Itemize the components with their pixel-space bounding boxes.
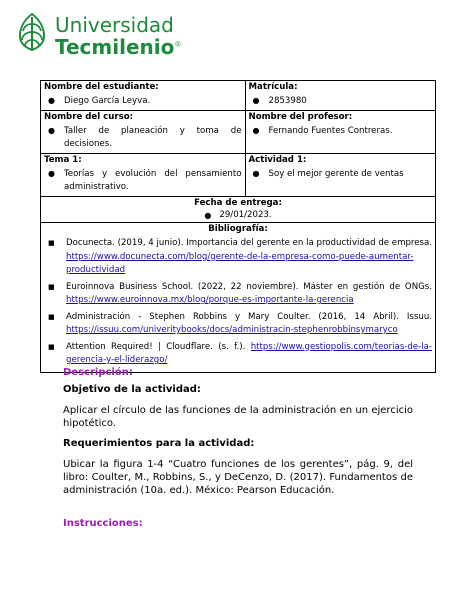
bib-item [44,311,432,338]
bullet-icon: ● [48,169,55,178]
matricula-cell [245,81,436,111]
fecha-value: 29/01/2023. [219,210,272,220]
objetivo-heading: Objetivo de la actividad: [63,384,201,395]
bullet-icon: ● [48,126,55,135]
bib-link[interactable]: https://www.euroinnova.mx/blog/porque-es-importante-la-gerencia [66,295,354,305]
square-bullet-icon: ■ [48,342,55,351]
instrucciones-heading: Instrucciones: [63,518,143,529]
bib-link[interactable]: https://www.gestiopolis.com/teorias-de-la-gerencia-y-el-liderazgo/ [66,341,432,365]
bib-link[interactable]: https://issuu.com/univeritybooks/docs/administracin-stephenrobbinsymaryco [66,325,398,335]
course-cell [41,111,246,154]
bullet-icon: ● [252,126,260,135]
student-label: Nombre del estudiante: [44,82,159,92]
objetivo-text: Aplicar el círculo de las funciones de la administración en un ejercicio hipotético. [63,405,413,429]
tema-value: Teorías y evolución del pensamiento administrativo. [64,169,242,192]
bibliografia-cell [41,223,436,373]
student-value: Diego García Leyva. [64,96,151,106]
bib-link[interactable]: https://www.docunecta.com/blog/gerente-de-la-empresa-como-puede-aumentar-productividad [66,251,414,275]
logo-line2-text: Tecmilenio [55,35,175,59]
tema-cell [41,154,246,197]
fecha-cell [41,197,436,223]
fecha-label: Fecha de entrega: [194,198,282,208]
square-bullet-icon: ■ [48,239,55,247]
square-bullet-icon: ■ [48,282,55,291]
teacher-label: Nombre del profesor: [248,112,353,122]
student-cell [41,81,246,111]
logo-line2 [55,35,181,59]
university-logo [14,12,184,59]
teacher-value: Fernando Fuentes Contreras. [268,126,393,136]
bullet-icon: ● [252,96,260,105]
bib-text: Docunecta. (2019, 4 junio). Importancia del gerente en la productividad de empresa. [66,238,433,248]
bib-text: Attention Required! | Cloudflare. (s. f.). [66,341,251,352]
bib-item [44,281,432,308]
bullet-icon: ● [48,96,55,105]
actividad-value: Soy el mejor gerente de ventas [268,169,404,179]
course-label: Nombre del curso: [44,112,134,122]
bib-text: Euroinnova Business School. (2022, 22 noviembre). Máster en gestión de ONGs. [66,281,432,292]
matricula-value: 2853980 [268,96,307,106]
matricula-label: Matrícula: [248,82,298,92]
logo-line1: Universidad [55,13,174,37]
requerimientos-text: Ubicar la figura 1-4 “Cuatro funciones de los gerentes”, pág. 9, del libro: Coulter, M., Robbins, S., y DeCenzo, D. (2017). Fundamentos de administración (10a. ed.). México: Pearson Educación. [63,459,413,496]
bullet-icon: ● [204,210,212,220]
bib-item [44,237,432,278]
descripcion-heading: Descripción: [63,367,133,378]
tema-label: Tema 1: [44,155,82,165]
bib-text: Administración - Stephen Robbins y Mary Coulter. (2016, 14 Abril). Issuu. [66,311,432,322]
actividad-cell [245,154,436,197]
tecmilenio-leaf-icon [14,12,50,52]
square-bullet-icon: ■ [48,312,55,321]
teacher-cell [245,111,436,154]
registered-mark: ® [174,40,182,49]
course-value: Taller de planeación y toma de decisiones. [64,126,242,149]
bibliografia-label: Bibliografía: [208,224,268,234]
student-info-table [40,80,436,373]
actividad-label: Actividad 1: [248,155,307,165]
requerimientos-heading: Requerimientos para la actividad: [63,438,255,449]
bullet-icon: ● [252,169,260,178]
bib-item [44,341,432,368]
